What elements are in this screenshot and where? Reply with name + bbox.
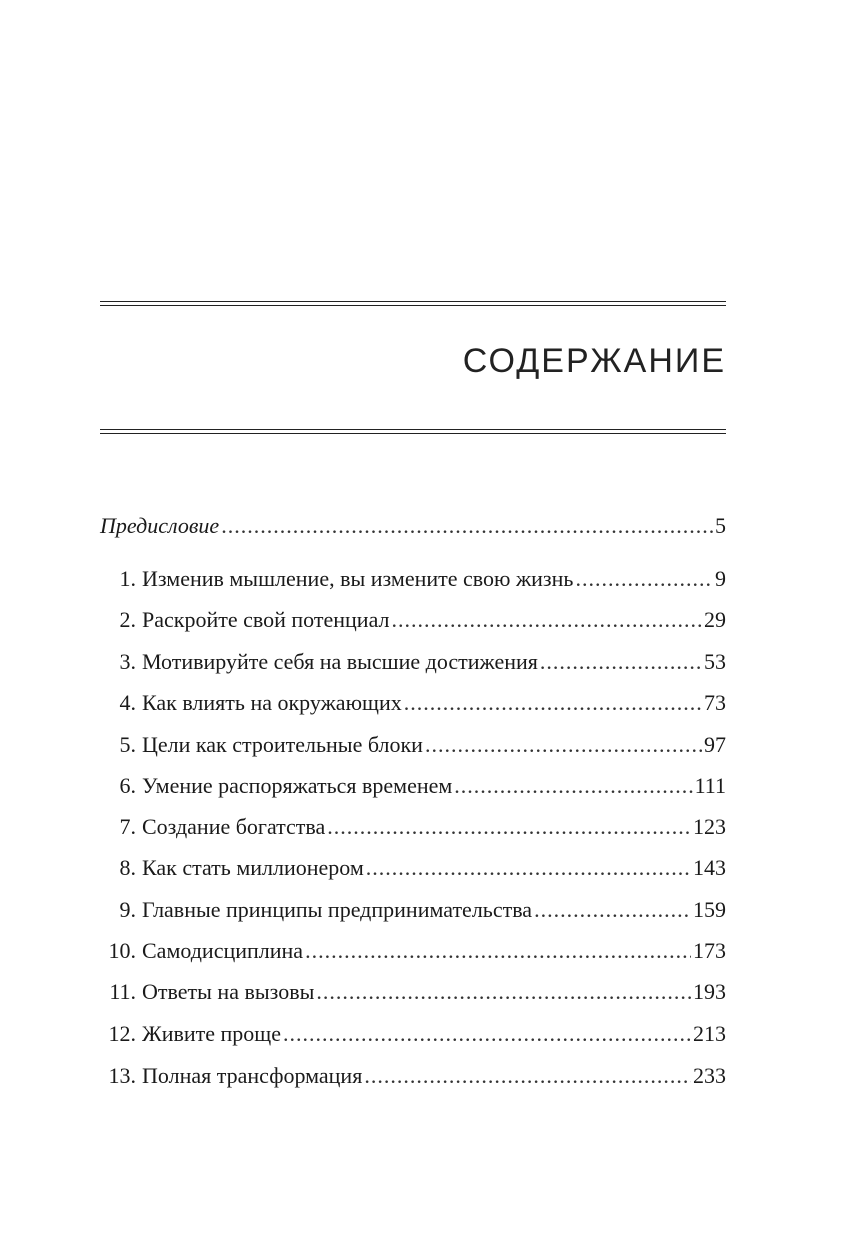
toc-entry-page: 173 [693,938,726,963]
toc-entry-page: 213 [693,1021,726,1046]
toc-entry-page: 29 [704,607,726,632]
toc-entry-page: 233 [693,1063,726,1088]
toc-entry-page: 5 [715,513,726,538]
toc-entry[interactable] [100,812,726,842]
toc-entry-title: Мотивируйте себя на высшие достижения [142,649,538,674]
toc-entry-page: 193 [693,979,726,1004]
toc-entry-title: Как влиять на окружающих [142,690,402,715]
toc-entry-number: 1. [119,566,136,591]
toc-entry-title: Раскройте свой потенциал [142,607,390,632]
toc-entry[interactable] [100,1061,726,1091]
toc-entry[interactable] [100,771,726,801]
toc-entry-title: Как стать миллионером [142,855,364,880]
dot-leader [283,1019,691,1049]
toc-entry-title: Ответы на вызовы [142,979,315,1004]
toc-entry-title: Предисловие [100,513,220,538]
toc-entry[interactable] [100,895,726,925]
bottom-double-rule [100,429,726,434]
toc-entry[interactable] [100,688,726,718]
toc-entry[interactable] [100,936,726,966]
toc-entry-page: 73 [704,690,726,715]
toc-entry-page: 53 [704,649,726,674]
dot-leader [425,730,702,760]
toc-entry-number: 11. [109,979,136,1004]
dot-leader [575,564,713,594]
toc-entry-number: 9. [119,897,136,922]
dot-leader [540,647,702,677]
toc-entry-preface[interactable] [100,511,726,541]
toc-entry[interactable] [100,1019,726,1049]
toc-entry-page: 143 [693,855,726,880]
toc-entry-page: 97 [704,732,726,757]
page-title: СОДЕРЖАНИЕ [462,342,726,380]
toc-entry[interactable] [100,853,726,883]
dot-leader [221,511,713,541]
toc-entry-number: 5. [119,732,136,757]
toc-entry-page: 9 [715,566,726,591]
toc-entry[interactable] [100,730,726,760]
toc-entry-title: Цели как строительные блоки [142,732,423,757]
toc-entry-page: 123 [693,814,726,839]
dot-leader [404,688,702,718]
dot-leader [364,1061,691,1091]
toc-entry-number: 12. [108,1021,136,1046]
dot-leader [316,977,691,1007]
toc-entry-title: Создание богатства [142,814,326,839]
dot-leader [454,771,692,801]
toc-entry-title: Изменив мышление, вы измените свою жизнь [142,566,574,591]
toc-entry-number: 10. [108,938,136,963]
toc-entry-number: 4. [119,690,136,715]
toc-entry-number: 13. [108,1063,136,1088]
toc-entry-number: 3. [119,649,136,674]
toc-entry[interactable] [100,977,726,1007]
toc-entry[interactable] [100,564,726,594]
toc-entry-page: 111 [694,773,726,798]
toc-entry-number: 6. [119,773,136,798]
toc-entry-number: 2. [119,607,136,632]
dot-leader [534,895,691,925]
toc-entry-title: Главные принципы предпринимательства [142,897,533,922]
dot-leader [366,853,691,883]
dot-leader [305,936,691,966]
top-double-rule [100,301,726,306]
toc-entry-title: Живите проще [142,1021,282,1046]
toc-entry-title: Самодисциплина [142,938,304,963]
toc-entry[interactable] [100,605,726,635]
toc-entry[interactable] [100,647,726,677]
toc-entry-number: 8. [119,855,136,880]
toc-entry-title: Умение распоряжаться временем [142,773,453,798]
toc-entry-number: 7. [119,814,136,839]
toc-entry-page: 159 [693,897,726,922]
toc-entry-title: Полная трансформация [142,1063,363,1088]
dot-leader [392,605,703,635]
dot-leader [327,812,691,842]
